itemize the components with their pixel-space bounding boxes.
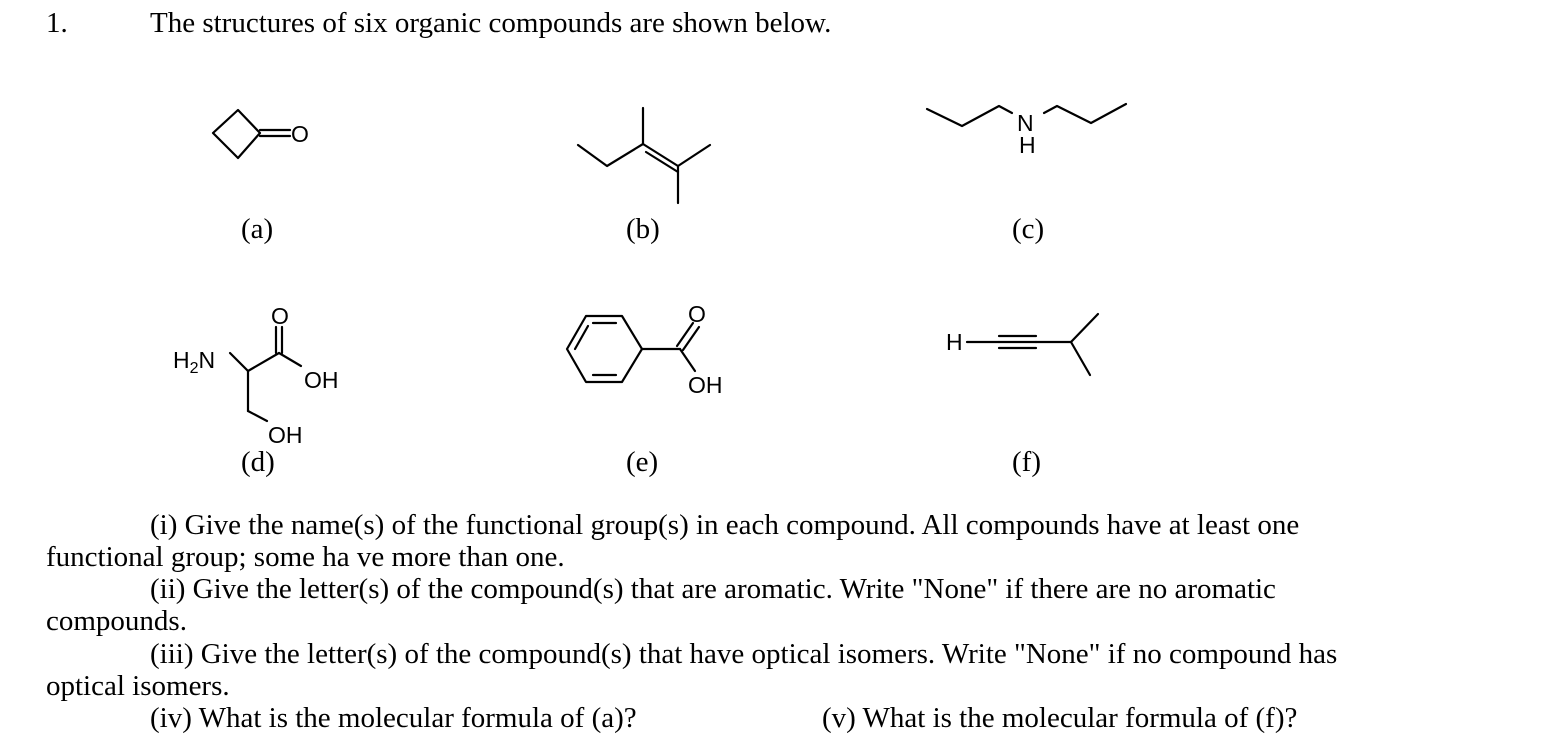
compound-label-a: (a) [241, 213, 274, 245]
compound-label-e: (e) [626, 446, 659, 478]
atom-o: O [291, 121, 309, 147]
atom-o: O [688, 301, 706, 327]
question-iii-continued: optical isomers. [46, 670, 230, 702]
compound-label-d: (d) [241, 446, 275, 478]
question-number: 1. [46, 7, 68, 39]
atom-o: O [271, 303, 289, 329]
question-iv: (iv) What is the molecular formula of (a)? [150, 702, 637, 734]
atom-oh-side: OH [268, 422, 303, 448]
question-iii: (iii) Give the letter(s) of the compound(s) that have optical isomers. Write "None" if no compound has [150, 638, 1338, 670]
question-i-line1: (i) Give the name(s) of the functional group(s) in each compound. All compounds have at least one [150, 509, 1300, 541]
question-i-continued: functional group; some ha ve more than one. [46, 541, 565, 573]
serine-structure [170, 303, 370, 453]
compound-label-b: (b) [626, 213, 660, 245]
question-v: (v) What is the molecular formula of (f)? [822, 702, 1298, 734]
question-ii-continued: compounds. [46, 605, 187, 637]
atom-oh: OH [688, 372, 723, 398]
atom-h2n: $H_2N$ [173, 347, 216, 377]
question-intro: The structures of six organic compounds are shown below. [150, 7, 832, 39]
compound-label-c: (c) [1012, 213, 1045, 245]
benzoic-acid-structure [560, 300, 750, 400]
dipropylamine-structure [920, 98, 1140, 168]
atom-h: H [946, 329, 963, 355]
alkyne-structure [940, 305, 1110, 385]
cyclobutanone-structure [200, 100, 340, 170]
atom-h: H [1019, 132, 1036, 158]
atom-n: N [1017, 110, 1034, 136]
question-i [150, 509, 1299, 541]
question-ii: (ii) Give the letter(s) of the compound(s) that are aromatic. Write "None" if there are no aromatic [150, 573, 1276, 605]
alkene-structure [570, 100, 730, 210]
atom-oh-acid: OH [304, 367, 339, 393]
compound-label-f: (f) [1012, 446, 1041, 478]
